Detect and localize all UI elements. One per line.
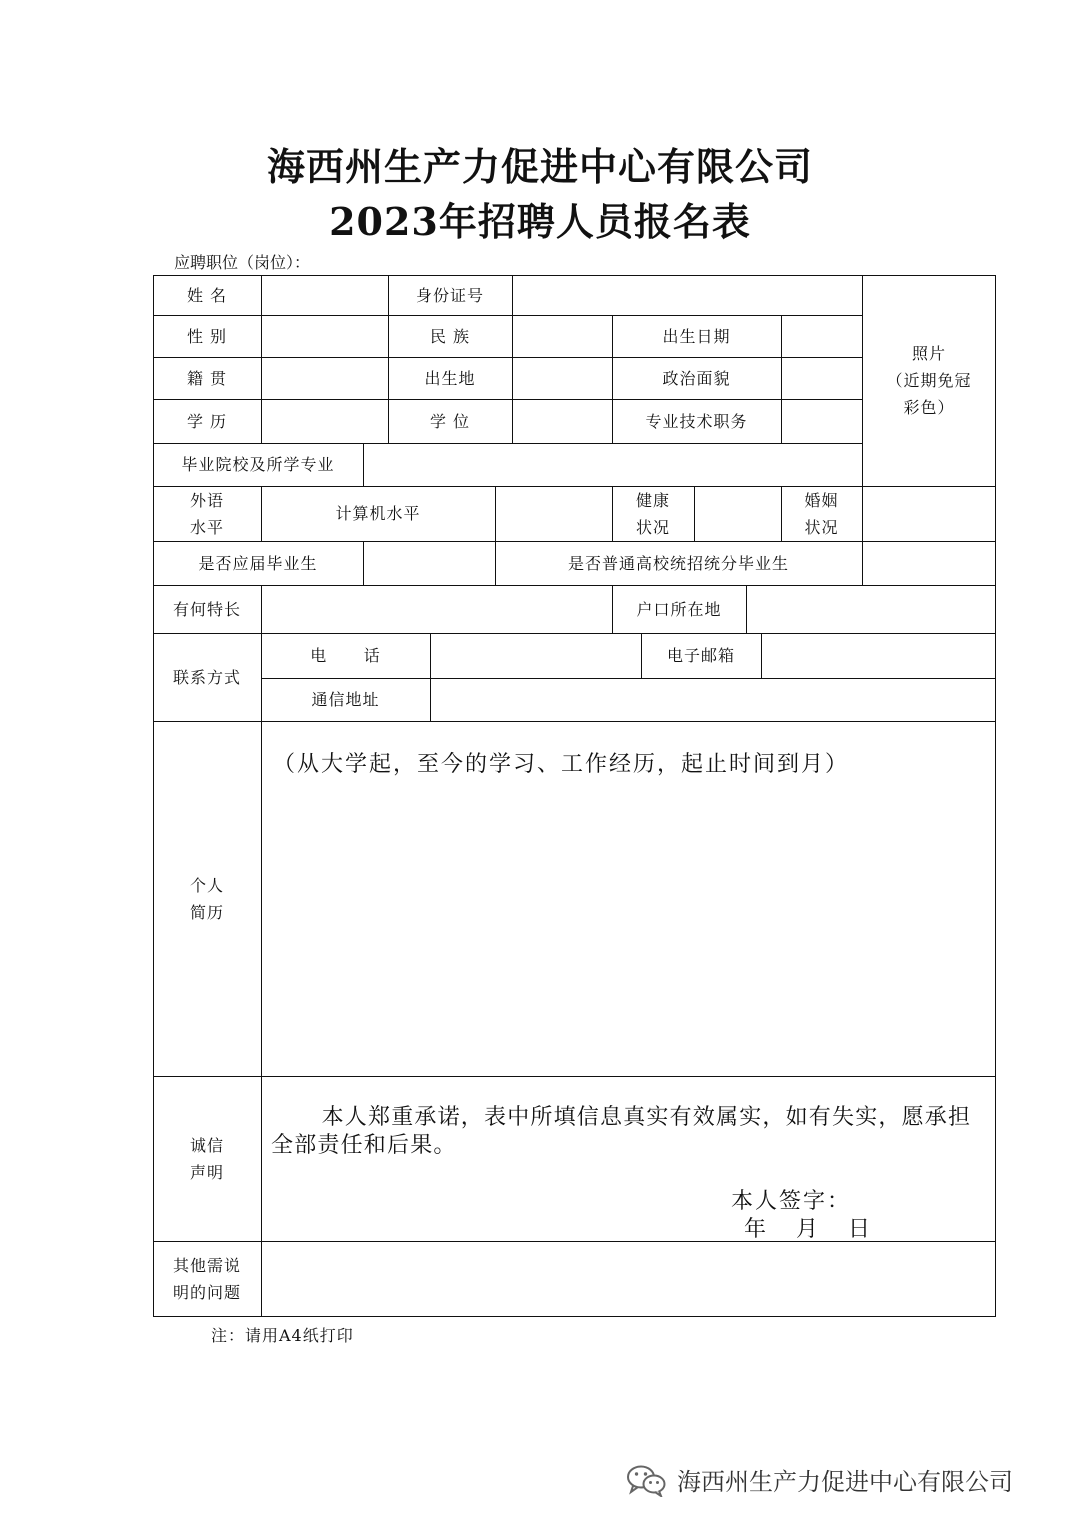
health-label: 健康 状况: [635, 490, 670, 537]
fresh-graduate-field[interactable]: [363, 541, 495, 585]
phone-field[interactable]: [430, 633, 641, 678]
education-field[interactable]: [261, 399, 388, 443]
native-place-field[interactable]: [261, 357, 388, 399]
other-issues-field[interactable]: [261, 1241, 996, 1317]
signature-label: 本人签字：: [731, 1189, 852, 1214]
birthdate-label: 出生日期: [662, 326, 731, 346]
native-place-label: 籍 贯: [186, 368, 228, 388]
specialty-label: 有何特长: [172, 599, 241, 619]
id-number-label: 身份证号: [415, 285, 484, 305]
name-label: 姓 名: [186, 285, 228, 305]
account-name: 海西州生产力促进中心有限公司: [677, 1468, 1013, 1496]
id-number-field[interactable]: [512, 275, 862, 315]
photo-box[interactable]: 照片 （近期免冠 彩色）: [886, 344, 972, 417]
email-field[interactable]: [761, 633, 996, 678]
language-level-label: 外语 水平: [189, 490, 224, 537]
birthdate-field[interactable]: [781, 315, 862, 357]
hukou-label: 户口所在地: [636, 599, 722, 619]
gender-field[interactable]: [261, 315, 388, 357]
wechat-icon: [625, 1463, 667, 1497]
marital-field[interactable]: [862, 486, 996, 541]
ethnicity-field[interactable]: [512, 315, 612, 357]
registration-form-table: [153, 275, 996, 1317]
fresh-graduate-label: 是否应届毕业生: [198, 553, 318, 573]
resume-label: 个人 简历: [189, 875, 224, 922]
health-field[interactable]: [694, 486, 781, 541]
other-issues-label: 其他需说 明的问题: [172, 1256, 241, 1302]
hukou-field[interactable]: [746, 585, 996, 633]
computer-level-field[interactable]: [495, 486, 612, 541]
degree-field[interactable]: [512, 399, 612, 443]
specialty-field[interactable]: [261, 585, 612, 633]
email-label: 电子邮箱: [666, 646, 735, 665]
wechat-footer: [625, 1462, 1013, 1497]
computer-level-label: 计算机水平: [335, 504, 421, 523]
gender-label: 性 别: [186, 326, 228, 346]
address-label: 通信地址: [311, 690, 380, 709]
position-label: 应聘职位（岗位）：: [174, 253, 311, 272]
name-field[interactable]: [261, 275, 388, 315]
resume-field[interactable]: [261, 721, 996, 1076]
signature-date: 年 月 日: [744, 1217, 871, 1242]
integrity-label: 诚信 声明: [189, 1135, 224, 1182]
phone-label: 电 话: [310, 646, 381, 665]
integrity-statement: [261, 1076, 996, 1241]
contact-label: 联系方式: [172, 667, 241, 687]
political-status-label: 政治面貌: [662, 368, 731, 388]
birthplace-label: 出生地: [424, 368, 476, 388]
form-title-line1: 海西州生产力促进中心有限公司: [266, 144, 813, 189]
unified-graduate-label: 是否普通高校统招统分毕业生: [567, 553, 789, 573]
political-status-field[interactable]: [781, 357, 862, 399]
education-label: 学 历: [186, 411, 228, 431]
form-title-line2: 2023年招聘人员报名表: [329, 199, 751, 244]
professional-title-label: 专业技术职务: [645, 411, 748, 431]
unified-graduate-field[interactable]: [862, 541, 996, 585]
professional-title-field[interactable]: [781, 399, 862, 443]
address-field[interactable]: [430, 678, 996, 721]
marital-label: 婚姻 状况: [804, 490, 839, 537]
birthplace-field[interactable]: [512, 357, 612, 399]
degree-label: 学 位: [429, 411, 471, 431]
school-major-field[interactable]: [363, 443, 862, 486]
school-major-label: 毕业院校及所学专业: [181, 455, 335, 474]
print-note: 注：请用A4纸打印: [211, 1326, 354, 1345]
ethnicity-label: 民 族: [429, 326, 471, 346]
resume-hint: （从大学起，至今的学习、工作经历，起止时间到月）: [273, 752, 850, 777]
pledge-text: 本人郑重承诺，表中所填信息真实有效属实，如有失实，愿承担全部责任和后果。: [271, 1105, 972, 1158]
